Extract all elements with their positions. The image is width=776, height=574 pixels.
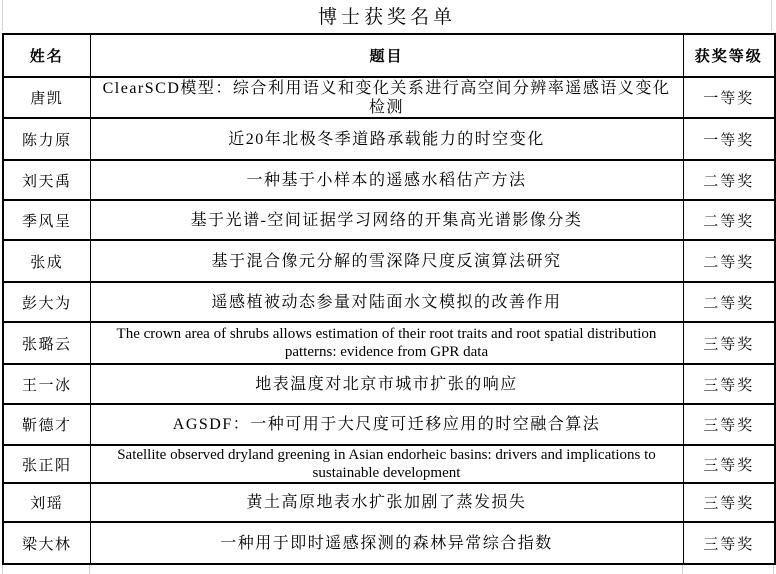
award-cell: 二等奖 [683, 282, 775, 322]
award-cell: 二等奖 [683, 240, 775, 282]
gridline [2, 565, 3, 574]
topic-cell: AGSDF：一种可用于大尺度可迁移应用的时空融合算法 [90, 404, 683, 445]
name-cell: 梁大林 [3, 522, 90, 564]
partial-next-row [0, 565, 776, 574]
header-topic: 题目 [90, 34, 683, 77]
gridline [682, 565, 683, 574]
topic-cell: 一种用于即时遥感探测的森林异常综合指数 [90, 522, 683, 564]
table-row [3, 200, 775, 240]
table-row [3, 364, 775, 404]
award-cell: 一等奖 [683, 77, 775, 118]
topic-cell: ClearSCD模型：综合利用语义和变化关系进行高空间分辨率遥感语义变化检测 [90, 77, 683, 118]
table-row [3, 160, 775, 200]
award-cell: 三等奖 [683, 322, 775, 364]
name-cell: 张成 [3, 240, 90, 282]
topic-cell: 基于光谱-空间证据学习网络的开集高光谱影像分类 [90, 200, 683, 240]
table-row [3, 404, 775, 445]
header-award: 获奖等级 [683, 34, 775, 77]
table-row [3, 483, 775, 522]
name-cell: 陈力原 [3, 118, 90, 160]
award-cell: 二等奖 [683, 160, 775, 200]
topic-cell: 遥感植被动态参量对陆面水文模拟的改善作用 [90, 282, 683, 322]
topic-cell: 黄土高原地表水扩张加剧了蒸发损失 [90, 483, 683, 522]
name-cell: 彭大为 [3, 282, 90, 322]
header-row [3, 34, 775, 77]
award-cell: 一等奖 [683, 118, 775, 160]
award-cell: 三等奖 [683, 445, 775, 483]
gridline [773, 565, 774, 574]
table-row [3, 282, 775, 322]
name-cell: 季风呈 [3, 200, 90, 240]
table-row [3, 445, 775, 483]
topic-cell: 地表温度对北京市城市扩张的响应 [90, 364, 683, 404]
gridline [89, 565, 90, 574]
award-cell: 三等奖 [683, 483, 775, 522]
table-row [3, 522, 775, 564]
table-row [3, 77, 775, 118]
award-cell: 三等奖 [683, 364, 775, 404]
title-band [2, 0, 772, 31]
name-cell: 王一冰 [3, 364, 90, 404]
topic-cell: The crown area of shrubs allows estimation of their root traits and root spatial distribution patterns: evidence from GPR data [90, 322, 683, 364]
name-cell: 张正阳 [3, 445, 90, 483]
topic-cell: 一种基于小样本的遥感水稻估产方法 [90, 160, 683, 200]
award-cell: 二等奖 [683, 200, 775, 240]
header-name: 姓名 [3, 34, 90, 77]
table-row [3, 322, 775, 364]
name-cell: 刘天禹 [3, 160, 90, 200]
name-cell: 靳德才 [3, 404, 90, 445]
name-cell: 张璐云 [3, 322, 90, 364]
topic-cell: 基于混合像元分解的雪深降尺度反演算法研究 [90, 240, 683, 282]
award-table [2, 33, 776, 565]
award-cell: 三等奖 [683, 404, 775, 445]
page-title: 博士获奖名单 [317, 7, 456, 28]
name-cell: 唐凯 [3, 77, 90, 118]
topic-cell: 近20年北极冬季道路承载能力的时空变化 [90, 118, 683, 160]
topic-cell: Satellite observed dryland greening in Asian endorheic basins: drivers and implications to sustainable development [90, 445, 683, 483]
table-row [3, 240, 775, 282]
name-cell: 刘瑶 [3, 483, 90, 522]
award-cell: 三等奖 [683, 522, 775, 564]
table-row [3, 118, 775, 160]
